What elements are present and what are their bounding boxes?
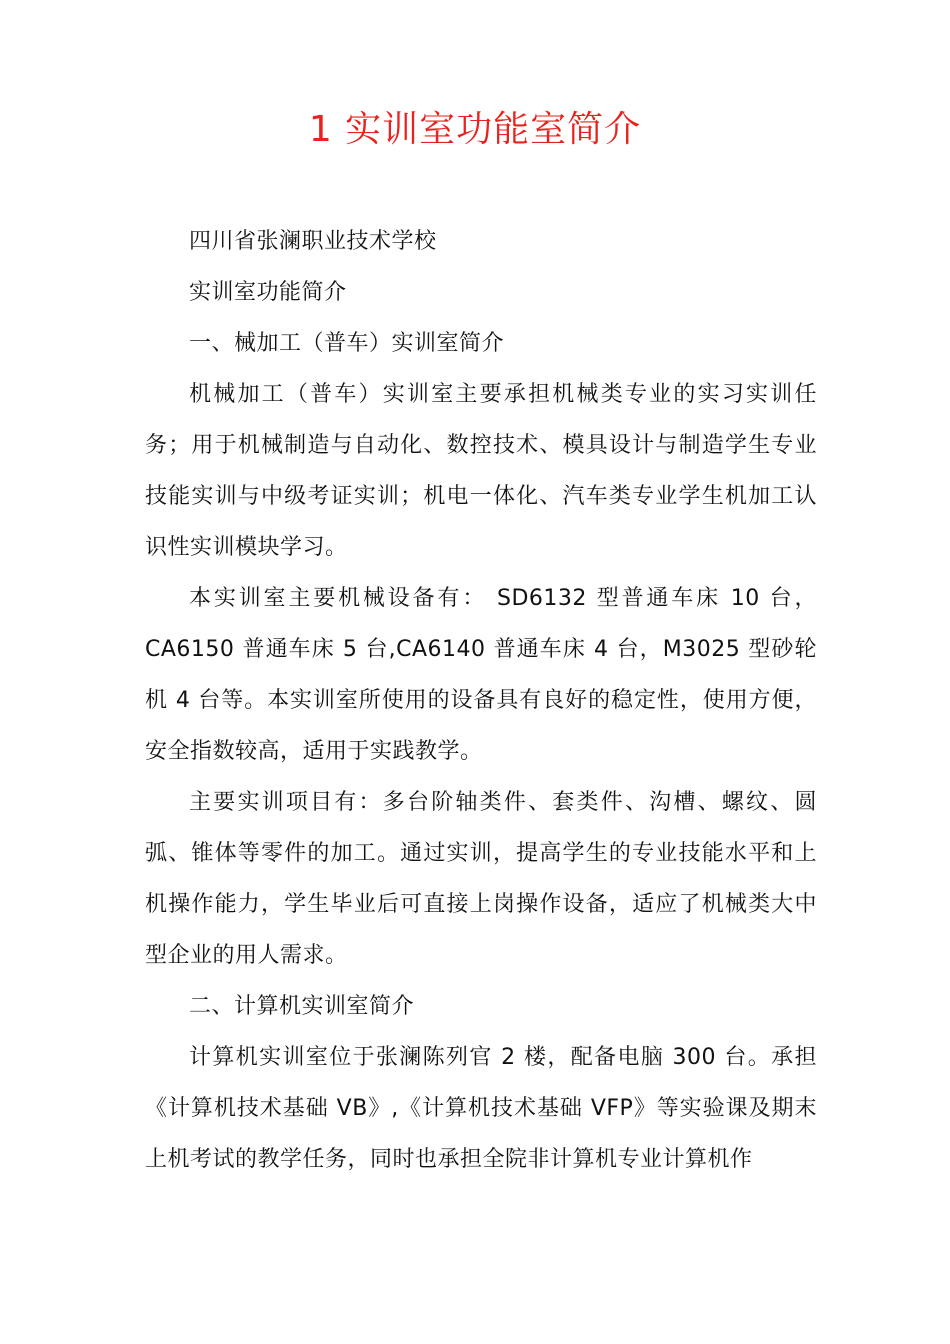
paragraph-computer-lab: 计算机实训室位于张澜陈列官 2 楼，配备电脑 300 台。承担《计算机技术基础 VB》,《计算机技术基础 VFP》等实验课及期末上机考试的教学任务，同时也承担全院非计算机专业计算机作	[145, 1045, 817, 1172]
section-heading-lathe: 一、械加工（普车）实训室简介	[189, 331, 505, 356]
section-heading-computer: 二、计算机实训室简介	[189, 994, 415, 1019]
paragraph-lathe-projects: 主要实训项目有：多台阶轴类件、套类件、沟槽、螺纹、圆弧、锥体等零件的加工。通过实训，提高学生的专业技能水平和上机操作能力，学生毕业后可直接上岗操作设备，适应了机械类大中型企业的用人需求。	[145, 790, 817, 968]
section-heading-intro: 实训室功能简介	[189, 280, 347, 305]
school-name: 四川省张澜职业技术学校	[189, 229, 437, 254]
document-body	[145, 216, 817, 1185]
document-title: 1 实训室功能室简介	[308, 109, 642, 150]
paragraph-lathe-tasks: 机械加工（普车）实训室主要承担机械类专业的实习实训任务；用于机械制造与自动化、数控技术、模具设计与制造学生专业技能实训与中级考证实训；机电一体化、汽车类专业学生机加工认识性实训模块学习。	[145, 382, 817, 560]
paragraph-lathe-equipment: 本实训室主要机械设备有： SD6132 型普通车床 10 台，CA6150 普通车床 5 台,CA6140 普通车床 4 台，M3025 型砂轮机 4 台等。本实训室所使用的设备具有良好的稳定性，使用方便，安全指数较高，适用于实践教学。	[145, 586, 817, 764]
